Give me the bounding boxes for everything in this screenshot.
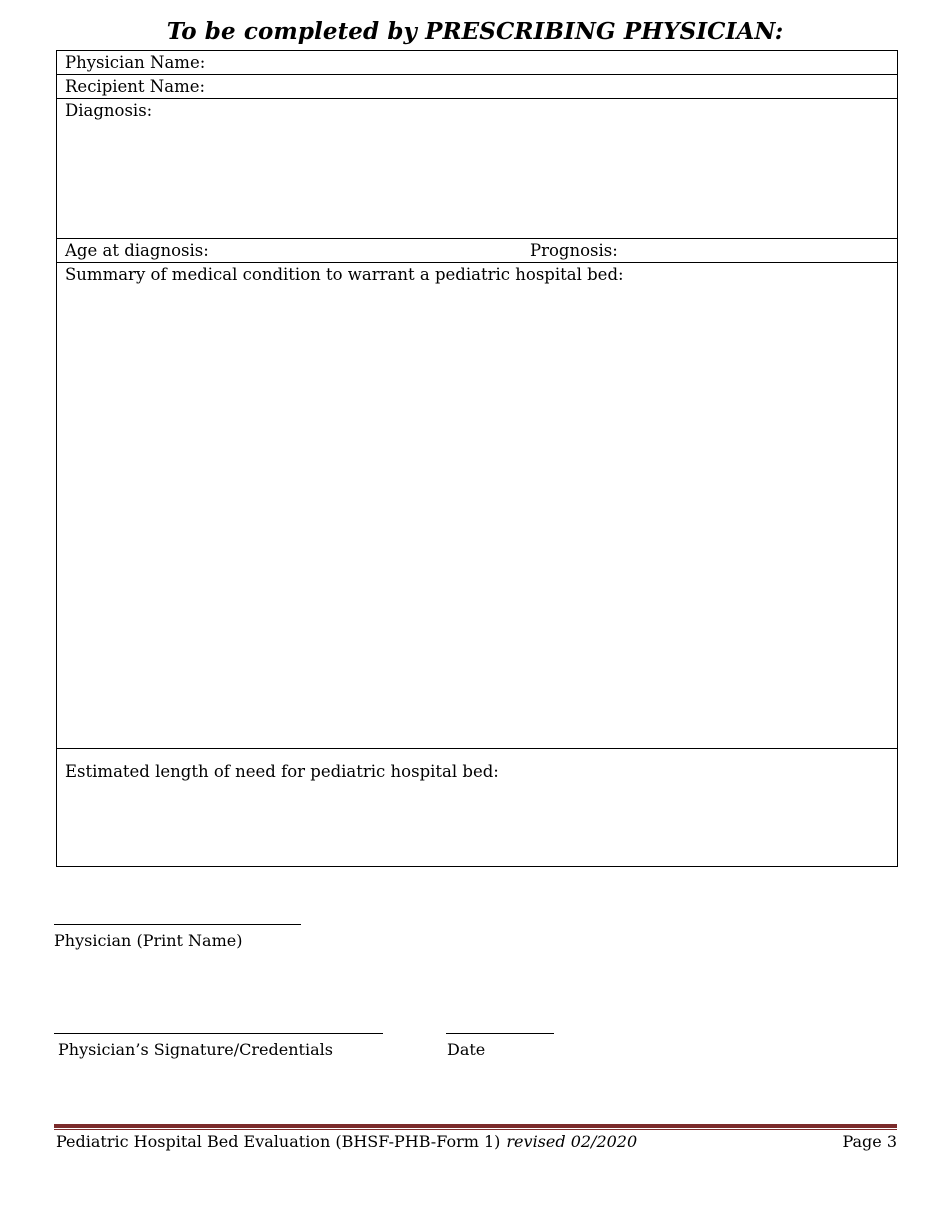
summary-label: Summary of medical condition to warrant a pediatric hospital bed: [65,265,624,284]
physician-form-table [56,50,898,867]
footer-form-info [56,1132,637,1151]
diagnosis-field[interactable] [57,99,897,239]
footer-rule [54,1124,897,1128]
physician-name-label: Physician Name: [65,53,206,72]
page-title: To be completed by PRESCRIBING PHYSICIAN: [166,18,784,45]
age-at-diagnosis-label: Age at diagnosis: [65,241,209,260]
print-name-label: Physician (Print Name) [54,931,243,950]
prognosis-label: Prognosis: [530,241,618,260]
summary-field[interactable] [57,263,897,749]
diagnosis-label: Diagnosis: [65,101,153,120]
recipient-name-field[interactable] [57,75,897,99]
estimated-length-field[interactable] [57,749,897,866]
estimated-length-label: Estimated length of need for pediatric hospital bed: [65,762,499,781]
signature-label: Physician’s Signature/Credentials [58,1040,333,1059]
footer-form-name: Pediatric Hospital Bed Evaluation (BHSF-PHB-Form 1) [56,1132,501,1151]
recipient-name-label: Recipient Name: [65,77,206,96]
footer-page-number: Page 3 [842,1132,897,1151]
physician-name-field[interactable] [57,51,897,75]
date-line[interactable] [446,1033,554,1034]
date-label: Date [447,1040,486,1059]
footer-rule-thin [54,1129,897,1130]
signature-line[interactable] [54,1033,383,1034]
footer-revision: revised 02/2020 [506,1132,638,1151]
print-name-line[interactable] [54,924,301,925]
age-prognosis-row [57,239,897,263]
